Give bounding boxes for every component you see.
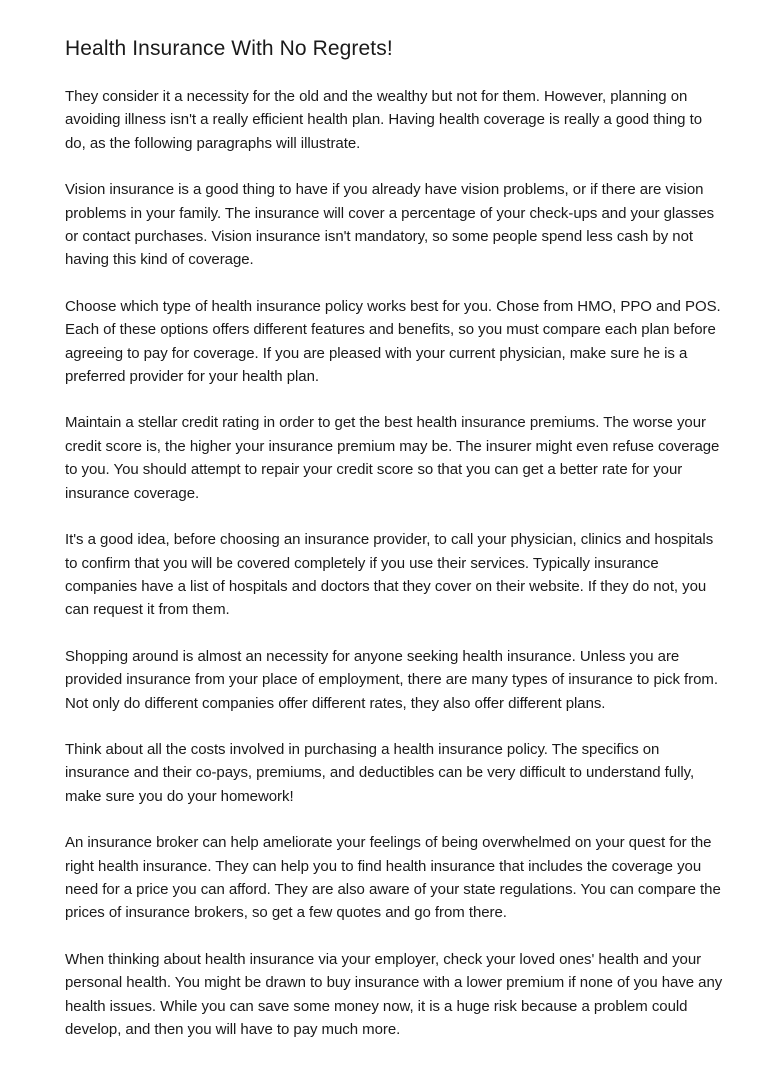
paragraph-credit-rating: Maintain a stellar credit rating in order to get the best health insurance premiums. The worse your credit score is, the higher your insurance premium may be. The insurer might even refuse coverage to you. You should attempt to repair your credit score so that you can get a better rate for your insurance coverage.	[65, 414, 720, 502]
paragraph-employer-insurance: When thinking about health insurance via your employer, check your loved ones' health and your personal health. You might be drawn to buy insurance with a lower premium if none of you have any health issues. While you can save some money now, it is a huge risk because a problem could develop, and then you will have to pay much more.	[65, 950, 723, 1038]
paragraph-costs: Think about all the costs involved in purchasing a health insurance policy. The specifics on insurance and their co-pays, premiums, and deductibles can be very difficult to understand fully, make sure you do your homework!	[65, 740, 695, 805]
paragraph-vision-insurance: Vision insurance is a good thing to have if you already have vision problems, or if there are vision problems in your family. The insurance will cover a percentage of your check-ups and your glasses or contact purchases. Vision insurance isn't mandatory, so some people spend less cash by not having this kind of coverage.	[65, 181, 715, 269]
paragraph-call-physician: It's a good idea, before choosing an insurance provider, to call your physician, clinics and hospitals to confirm that you will be covered completely if you use their services. Typically insurance companies have a list of hospitals and doctors that they cover on their website. If they do not, you can request it from them.	[65, 531, 714, 619]
paragraph-policy-types: Choose which type of health insurance policy works best for you. Chose from HMO, PPO and POS. Each of these options offers different features and benefits, so you must compare each plan before agreeing to pay for coverage. If you are pleased with your current physician, make sure he is a preferred provider for your health plan.	[65, 297, 721, 386]
document-title: Health Insurance With No Regrets!	[65, 37, 393, 60]
document-page	[65, 34, 725, 1064]
paragraph-intro: They consider it a necessity for the old and the wealthy but not for them. However, planning on avoiding illness isn't a really efficient health plan. Having health coverage is really a good thing to do, as the following paragraphs will illustrate.	[65, 88, 702, 152]
paragraph-insurance-broker: An insurance broker can help ameliorate your feelings of being overwhelmed on your quest for the right health insurance. They can help you to find health insurance that includes the coverage you need for a price you can afford. They are also aware of your state regulations. You can compare the prices of insurance brokers, so get a few quotes and go from there.	[65, 834, 721, 922]
paragraph-shopping-around: Shopping around is almost an necessity for anyone seeking health insurance. Unless you are provided insurance from your place of employment, there are many types of insurance to pick from. Not only do different companies offer different rates, they also offer different plans.	[65, 647, 718, 712]
